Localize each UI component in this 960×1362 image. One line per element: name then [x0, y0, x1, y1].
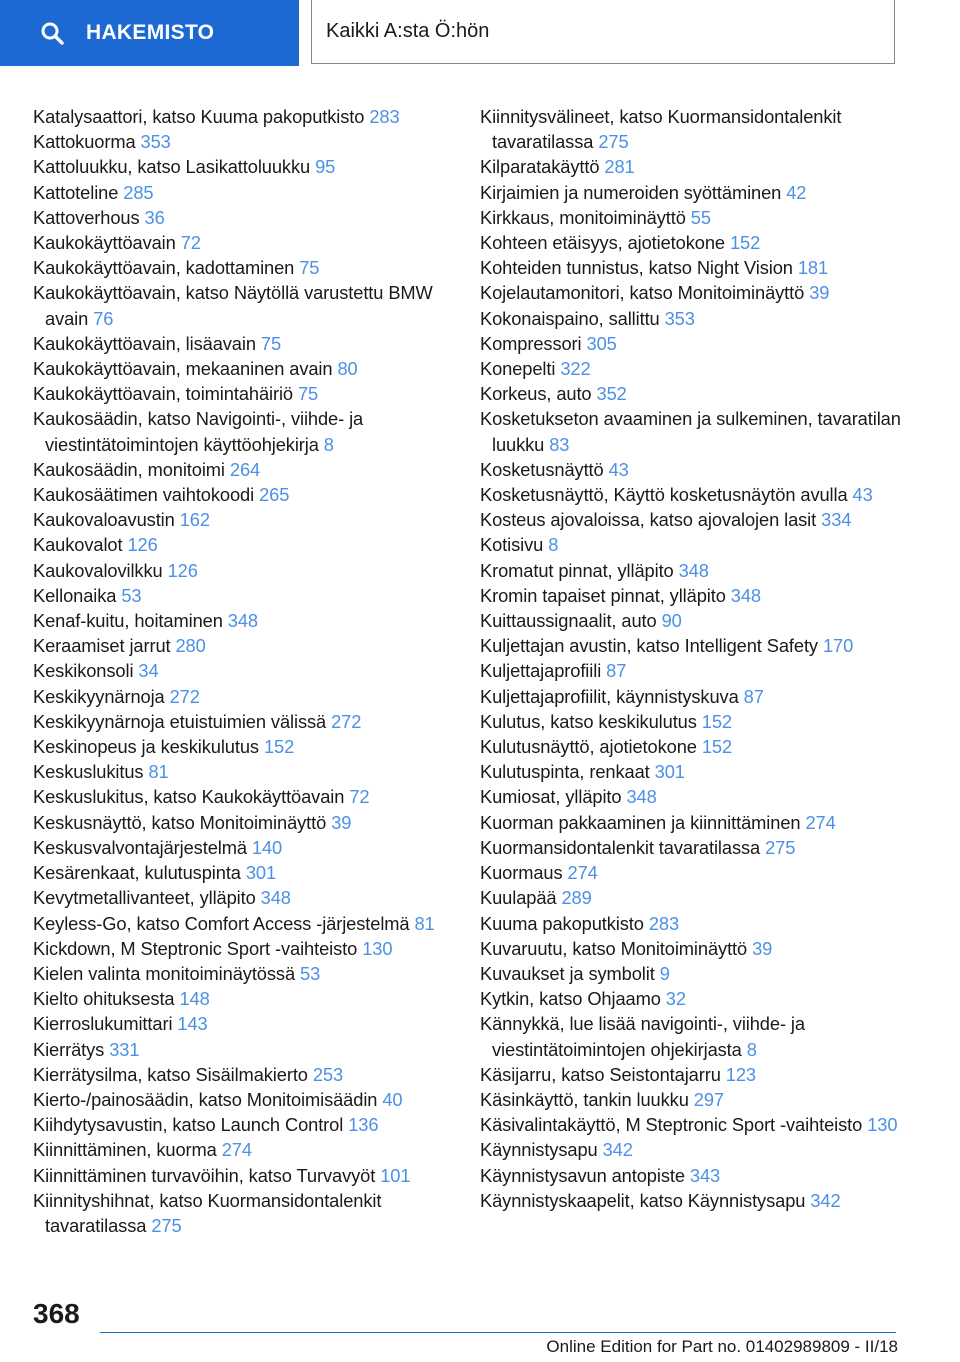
search-icon — [40, 21, 64, 45]
index-entry — [33, 507, 463, 532]
page-link[interactable]: 275 — [598, 131, 629, 153]
index-term: Keskuslukitus — [33, 761, 144, 783]
index-term: Kaukosäädin, katso Navigointi-, viihde- ja viestintätoimintojen käyttöohjekirja — [33, 408, 364, 455]
index-term: Kirkkaus, monitoiminäyttö — [480, 206, 686, 228]
page-link[interactable]: 281 — [604, 156, 635, 178]
index-term: Kiihdytysavustin, katso Launch Control — [33, 1114, 344, 1136]
index-entry — [480, 1087, 910, 1112]
page-link[interactable]: 331 — [109, 1038, 140, 1060]
page-link[interactable]: 39 — [809, 282, 830, 304]
index-entry — [480, 633, 910, 658]
index-entry — [480, 230, 910, 255]
index-column-left — [33, 104, 463, 1238]
index-term: Kattoverhous — [33, 206, 140, 228]
index-entry — [480, 406, 910, 456]
page-link[interactable]: 181 — [797, 257, 829, 279]
index-entry — [33, 1163, 463, 1188]
index-term: Kuvaruutu, katso Monitoiminäyttö — [480, 937, 748, 959]
index-entry — [480, 532, 910, 557]
page-link[interactable]: 348 — [678, 559, 709, 581]
page-link[interactable]: 143 — [177, 1013, 208, 1035]
index-entry — [33, 532, 463, 557]
page-link[interactable]: 32 — [665, 988, 686, 1010]
page-link[interactable]: 342 — [602, 1139, 633, 1161]
index-term: Kilparatakäyttö — [480, 156, 600, 178]
index-entry — [480, 457, 910, 482]
page-link[interactable]: 81 — [148, 761, 169, 783]
index-term: Kaukokäyttöavain, toimintahäiriö — [33, 383, 293, 405]
page-link[interactable]: 9 — [659, 962, 670, 984]
index-term: Kattokuorma — [33, 131, 136, 153]
index-entry — [480, 835, 910, 860]
page-link[interactable]: 136 — [348, 1114, 379, 1136]
index-entry — [33, 1188, 463, 1238]
page-link[interactable]: 348 — [227, 610, 258, 632]
page-link[interactable]: 275 — [765, 836, 796, 858]
page-link[interactable]: 352 — [596, 383, 627, 405]
index-term: Keskusnäyttö, katso Monitoiminäyttö — [33, 811, 327, 833]
index-term: Kännykkä, lue lisää navigointi-, viihde- ja viestintätoimintojen ohjekirjasta — [480, 1013, 805, 1060]
index-entry — [33, 658, 463, 683]
page-link[interactable]: 8 — [548, 534, 559, 556]
page-link[interactable]: 40 — [382, 1088, 403, 1110]
index-entry — [33, 230, 463, 255]
index-term: Kromatut pinnat, ylläpito — [480, 559, 674, 581]
page-link[interactable]: 101 — [380, 1164, 411, 1186]
index-entry — [480, 784, 910, 809]
index-entry — [33, 810, 463, 835]
index-term: Käsijarru, katso Seistontajarru — [480, 1063, 721, 1085]
page-link[interactable]: 90 — [661, 610, 682, 632]
page-link[interactable]: 275 — [151, 1214, 182, 1236]
index-term: Kattoteline — [33, 181, 119, 203]
index-entry — [33, 633, 463, 658]
index-term: Kickdown, M Steptronic Sport -vaihteisto — [33, 937, 358, 959]
index-term: Korkeus, auto — [480, 383, 592, 405]
index-entry — [480, 255, 910, 280]
index-term: Kattoluukku, katso Lasikattoluukku — [33, 156, 311, 178]
index-term: Kohteiden tunnistus, katso Night Vision — [480, 257, 793, 279]
page-link[interactable]: 353 — [140, 131, 171, 153]
page-link[interactable]: 297 — [693, 1088, 724, 1110]
page-number: 368 — [33, 1298, 80, 1329]
page-link[interactable]: 140 — [251, 836, 283, 858]
index-term: Kaukokäyttöavain, lisäavain — [33, 332, 256, 354]
index-term: Käynnistysapu — [480, 1139, 598, 1161]
page-link[interactable]: 274 — [805, 811, 836, 833]
index-term: Kuormaus — [480, 862, 563, 884]
index-entry — [33, 154, 463, 179]
index-entry — [33, 759, 463, 784]
page-link[interactable]: 305 — [586, 332, 617, 354]
index-entry — [480, 936, 910, 961]
index-term: Kaukokäyttöavain — [33, 232, 176, 254]
page-link[interactable]: 83 — [549, 433, 570, 455]
index-term: Kevytmetallivanteet, ylläpito — [33, 887, 256, 909]
section-title: Kaikki A:sta Ö:hön — [326, 20, 490, 42]
page-link[interactable]: 152 — [701, 710, 732, 732]
index-entry — [480, 558, 910, 583]
index-term: Kielto ohituksesta — [33, 988, 175, 1010]
index-term: Keskikyynärnoja etuistuimien välissä — [33, 710, 327, 732]
index-term: Kulutuspinta, renkaat — [480, 761, 650, 783]
index-term: Kierroslukumittari — [33, 1013, 173, 1035]
index-entry — [480, 860, 910, 885]
index-entry — [33, 180, 463, 205]
index-term: Kaukovaloavustin — [33, 509, 175, 531]
page-link[interactable]: 274 — [567, 862, 598, 884]
index-entry — [33, 961, 463, 986]
index-entry — [33, 381, 463, 406]
page-link[interactable]: 126 — [167, 559, 198, 581]
section-header — [311, 0, 895, 64]
page-link[interactable]: 39 — [752, 937, 773, 959]
footer-divider — [100, 1332, 896, 1333]
index-term: Kuulapää — [480, 887, 557, 909]
index-entry — [480, 986, 910, 1011]
page-link[interactable]: 53 — [300, 962, 321, 984]
index-term: Kohteen etäisyys, ajotietokone — [480, 232, 725, 254]
index-entry — [480, 306, 910, 331]
index-entry — [480, 734, 910, 759]
page-link[interactable]: 43 — [852, 484, 873, 506]
index-term: Kuittaussignaalit, auto — [480, 610, 657, 632]
index-entry — [33, 860, 463, 885]
index-entry — [480, 205, 910, 230]
index-term: Keskinopeus ja keskikulutus — [33, 736, 259, 758]
page-link[interactable]: 272 — [331, 710, 362, 732]
index-entry — [33, 1011, 463, 1036]
index-entry — [33, 1037, 463, 1062]
index-entry — [480, 1062, 910, 1087]
index-entry — [480, 658, 910, 683]
page-link[interactable]: 334 — [821, 509, 852, 531]
index-entry — [33, 1112, 463, 1137]
index-term: Kuormansidontalenkit tavaratilassa — [480, 836, 761, 858]
index-term: Kompressori — [480, 332, 582, 354]
index-entry — [480, 810, 910, 835]
page-link[interactable]: 130 — [867, 1114, 898, 1136]
index-term: Kumiosat, ylläpito — [480, 786, 622, 808]
index-term: Kenaf-kuitu, hoitaminen — [33, 610, 223, 632]
index-entry — [480, 1188, 910, 1213]
index-term: Keskikonsoli — [33, 660, 134, 682]
index-term: Kiinnityshihnat, katso Kuormansidontalenkit tavaratilassa — [33, 1189, 382, 1236]
index-term: Kuuma pakoputkisto — [480, 912, 644, 934]
index-entry — [33, 255, 463, 280]
index-entry — [480, 381, 910, 406]
index-term: Kaukokäyttöavain, mekaaninen avain — [33, 358, 333, 380]
index-entry — [33, 205, 463, 230]
index-term: Kiinnittäminen turvavöihin, katso Turvavyöt — [33, 1164, 376, 1186]
page-link[interactable]: 283 — [369, 106, 400, 127]
index-term: Keskuslukitus, katso Kaukokäyttöavain — [33, 786, 345, 808]
page-link[interactable]: 75 — [297, 383, 319, 405]
index-term: Kiinnitysvälineet, katso Kuormansidontalenkit tavaratilassa — [480, 106, 842, 153]
page-link[interactable]: 130 — [362, 937, 393, 959]
page-link[interactable]: 343 — [689, 1164, 721, 1186]
page-link[interactable]: 348 — [730, 584, 761, 606]
index-entry — [480, 482, 910, 507]
index-term: Kytkin, katso Ohjaamo — [480, 988, 661, 1010]
index-term: Kierrätys — [33, 1038, 105, 1060]
index-entry — [480, 608, 910, 633]
page-link[interactable]: 36 — [144, 206, 165, 228]
index-entry — [480, 180, 910, 205]
index-term: Kuvaukset ja symbolit — [480, 962, 655, 984]
page-link[interactable]: 280 — [175, 635, 206, 657]
index-column-right — [480, 104, 910, 1213]
page-link[interactable]: 170 — [822, 635, 854, 657]
index-term: Kromin tapaiset pinnat, ylläpito — [480, 584, 726, 606]
index-term: Kosketusnäyttö, Käyttö kosketusnäytön avulla — [480, 484, 848, 506]
page-link[interactable]: 264 — [229, 458, 261, 480]
page-link[interactable]: 342 — [810, 1189, 841, 1211]
index-term: Käsinkäyttö, tankin luukku — [480, 1088, 689, 1110]
index-entry — [480, 356, 910, 381]
index-entry — [480, 885, 910, 910]
index-term: Käsivalintakäyttö, M Steptronic Sport -vaihteisto — [480, 1114, 863, 1136]
index-entry — [33, 986, 463, 1011]
index-entry — [480, 331, 910, 356]
index-entry — [33, 280, 463, 330]
index-entry — [480, 709, 910, 734]
index-entry — [33, 104, 463, 129]
page-link[interactable]: 55 — [690, 206, 711, 228]
index-term: Kosteus ajovaloissa, katso ajovalojen lasit — [480, 509, 817, 531]
page-link[interactable]: 43 — [608, 458, 629, 480]
page-link[interactable]: 8 — [323, 433, 334, 455]
index-entry — [480, 911, 910, 936]
index-entry — [33, 558, 463, 583]
index-term: Kosketusnäyttö — [480, 458, 604, 480]
index-entry — [480, 684, 910, 709]
index-term: Kierrätysilma, katso Sisäilmakierto — [33, 1063, 308, 1085]
index-entry — [480, 759, 910, 784]
index-entry — [33, 709, 463, 734]
index-entry — [33, 583, 463, 608]
index-entry — [33, 936, 463, 961]
index-term: Kielen valinta monitoiminäytössä — [33, 962, 296, 984]
index-term: Kaukosäädin, monitoimi — [33, 458, 225, 480]
index-entry — [480, 1137, 910, 1162]
page-link[interactable]: 87 — [606, 660, 627, 682]
page-link[interactable]: 152 — [701, 736, 733, 758]
index-entry — [480, 1011, 910, 1061]
page-link[interactable]: 80 — [337, 358, 358, 380]
index-entry — [480, 507, 910, 532]
index-term: Kaukovalovilkku — [33, 559, 163, 581]
index-term: Keskusvalvontajärjestelmä — [33, 836, 247, 858]
page-link[interactable]: 87 — [743, 685, 764, 707]
page-link[interactable]: 253 — [312, 1063, 344, 1085]
index-entry — [480, 1112, 910, 1137]
index-term: Kotisivu — [480, 534, 544, 556]
page-link[interactable]: 285 — [123, 181, 154, 203]
index-entry — [480, 154, 910, 179]
index-term: Keskikyynärnoja — [33, 685, 165, 707]
index-term: Kaukosäätimen vaihtokoodi — [33, 484, 255, 506]
page-link[interactable]: 42 — [786, 181, 807, 203]
index-term: Kesärenkaat, kulutuspinta — [33, 862, 241, 884]
index-entry — [33, 129, 463, 154]
index-term: Kierto-/painosäädin, katso Monitoimisäädin — [33, 1088, 378, 1110]
index-entry — [33, 331, 463, 356]
index-entry — [33, 356, 463, 381]
index-term: Kulutus, katso keskikulutus — [480, 710, 697, 732]
edition-info: Online Edition for Part no. 01402989809 - II/18 — [546, 1337, 898, 1356]
index-term: Kellonaika — [33, 584, 117, 606]
index-entry — [33, 457, 463, 482]
index-term: Keyless-Go, katso Comfort Access -järjestelmä — [33, 912, 410, 934]
page-link[interactable]: 162 — [179, 509, 210, 531]
index-tab-label: HAKEMISTO — [86, 21, 215, 44]
index-term: Käynnistysavun antopiste — [480, 1164, 685, 1186]
page-link[interactable]: 348 — [626, 786, 657, 808]
index-entry — [33, 784, 463, 809]
index-term: Kokonaispaino, sallittu — [480, 307, 660, 329]
page-link[interactable]: 75 — [299, 257, 320, 279]
page-link[interactable]: 348 — [260, 887, 291, 909]
page-link[interactable]: 265 — [259, 484, 290, 506]
index-entry — [33, 835, 463, 860]
page-link[interactable]: 272 — [169, 685, 200, 707]
index-entry — [33, 885, 463, 910]
page-link[interactable]: 152 — [263, 736, 295, 758]
page-link[interactable]: 72 — [349, 786, 370, 808]
index-entry — [33, 1087, 463, 1112]
page-link[interactable]: 39 — [331, 811, 352, 833]
index-term: Keraamiset jarrut — [33, 635, 171, 657]
index-term: Kulutusnäyttö, ajotietokone — [480, 736, 697, 758]
index-term: Kuljettajaprofiili — [480, 660, 602, 682]
index-entry — [480, 583, 910, 608]
page-link[interactable]: 353 — [664, 307, 695, 329]
page-link[interactable]: 289 — [561, 887, 592, 909]
page-link[interactable]: 148 — [179, 988, 210, 1010]
index-entry — [480, 280, 910, 305]
index-entry — [480, 1163, 910, 1188]
index-term: Kosketukseton avaaminen ja sulkeminen, tavaratilan luukku — [480, 408, 901, 455]
index-term: Kuorman pakkaaminen ja kiinnittäminen — [480, 811, 801, 833]
page-link[interactable]: 301 — [654, 761, 685, 783]
index-entry — [33, 608, 463, 633]
page-link[interactable]: 301 — [245, 862, 277, 884]
index-term: Käynnistyskaapelit, katso Käynnistysapu — [480, 1189, 806, 1211]
page-link[interactable]: 123 — [725, 1063, 756, 1085]
page-link[interactable]: 274 — [221, 1139, 252, 1161]
index-term: Kuljettajan avustin, katso Intelligent Safety — [480, 635, 818, 657]
page-link[interactable]: 53 — [121, 584, 142, 606]
index-entry — [33, 1062, 463, 1087]
index-term: Kojelautamonitori, katso Monitoiminäyttö — [480, 282, 805, 304]
index-term: Katalysaattori, katso Kuuma pakoputkisto — [33, 106, 365, 127]
index-term: Kaukovalot — [33, 534, 123, 556]
page-link[interactable]: 81 — [414, 912, 435, 934]
index-entry — [33, 734, 463, 759]
index-entry — [33, 684, 463, 709]
index-entry — [33, 911, 463, 936]
page-link[interactable]: 152 — [729, 232, 761, 254]
index-term: Kaukokäyttöavain, katso Näytöllä varustettu BMW avain — [33, 282, 433, 329]
page-link[interactable]: 95 — [315, 156, 336, 178]
page-link[interactable]: 283 — [648, 912, 680, 934]
index-term: Kiinnittäminen, kuorma — [33, 1139, 217, 1161]
index-entry — [33, 406, 463, 456]
page-link[interactable]: 126 — [127, 534, 158, 556]
page-link[interactable]: 76 — [93, 307, 114, 329]
index-entry — [33, 1137, 463, 1162]
index-term: Kirjaimien ja numeroiden syöttäminen — [480, 181, 782, 203]
index-entry — [480, 961, 910, 986]
index-entry — [480, 104, 910, 154]
index-tab[interactable] — [0, 0, 299, 66]
index-entry — [33, 482, 463, 507]
index-term: Kaukokäyttöavain, kadottaminen — [33, 257, 295, 279]
index-term: Konepelti — [480, 358, 556, 380]
page-link[interactable]: 8 — [746, 1038, 757, 1060]
index-term: Kuljettajaprofiilit, käynnistyskuva — [480, 685, 739, 707]
page-link[interactable]: 34 — [138, 660, 159, 682]
page-link[interactable]: 72 — [180, 232, 201, 254]
page-link[interactable]: 75 — [260, 332, 282, 354]
page-link[interactable]: 322 — [560, 358, 591, 380]
